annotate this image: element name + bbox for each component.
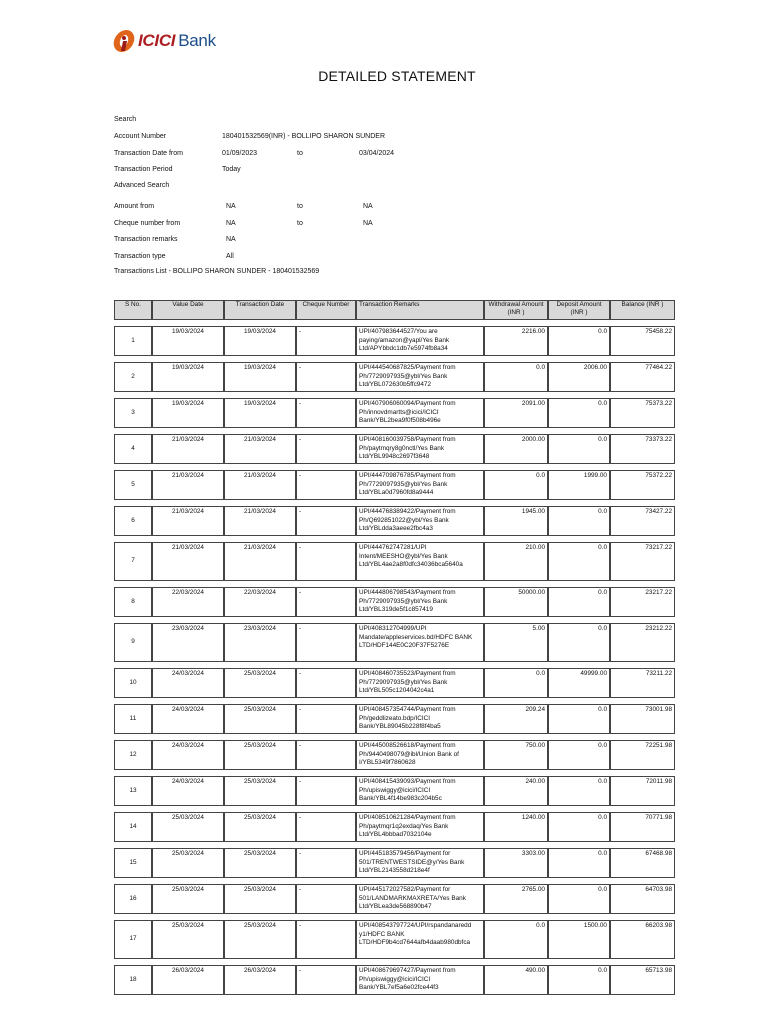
cell-remarks: UPI/444806798543/Payment from Ph/7729097935@ybl/Yes Bank Ltd/YBL319de5f1c857419 bbox=[356, 587, 484, 617]
cheque-to-value: NA bbox=[363, 220, 373, 227]
cell-transaction-date: 19/03/2024 bbox=[224, 398, 296, 428]
header-deposit: Deposit Amount (INR ) bbox=[548, 300, 610, 320]
cell-withdrawal: 2765.00 bbox=[484, 884, 548, 914]
cell-cheque-number: - bbox=[296, 398, 356, 428]
cell-withdrawal: 1240.00 bbox=[484, 812, 548, 842]
cell-deposit: 0.0 bbox=[548, 506, 610, 536]
table-row bbox=[114, 398, 675, 428]
cell-remarks: UPI/408543797724/UPI/rspandanaredd y1/HDFC BANK LTD/HDF9b4cd7644afb4daab980dbfca bbox=[356, 920, 484, 959]
transactions-list-label: Transactions List - BOLLIPO SHARON SUNDER - 180401532569 bbox=[114, 268, 320, 275]
cell-remarks: UPI/444768389422/Payment from Ph/Q692851022@ybl/Yes Bank Ltd/YBLdda3aeee2fbc4a3 bbox=[356, 506, 484, 536]
cell-sno: 3 bbox=[114, 398, 152, 428]
cell-value-date: 21/03/2024 bbox=[152, 470, 224, 500]
cell-cheque-number: - bbox=[296, 587, 356, 617]
cell-value-date: 24/03/2024 bbox=[152, 776, 224, 806]
date-to-label: to bbox=[297, 150, 303, 157]
cell-balance: 75372.22 bbox=[610, 470, 675, 500]
cell-balance: 73373.22 bbox=[610, 434, 675, 464]
cell-balance: 23212.22 bbox=[610, 623, 675, 662]
header-value-date: Value Date bbox=[152, 300, 224, 320]
cell-balance: 67468.98 bbox=[610, 848, 675, 878]
table-row bbox=[114, 776, 675, 806]
cell-deposit: 1999.00 bbox=[548, 470, 610, 500]
table-row bbox=[114, 434, 675, 464]
cell-deposit: 0.0 bbox=[548, 848, 610, 878]
cell-sno: 8 bbox=[114, 587, 152, 617]
transactions-table bbox=[114, 300, 675, 995]
cell-withdrawal: 750.00 bbox=[484, 740, 548, 770]
cell-sno: 18 bbox=[114, 965, 152, 995]
cell-transaction-date: 25/03/2024 bbox=[224, 812, 296, 842]
header-transaction-date: Transaction Date bbox=[224, 300, 296, 320]
cell-withdrawal: 0.0 bbox=[484, 362, 548, 392]
type-value: All bbox=[226, 253, 234, 260]
cell-balance: 66203.98 bbox=[610, 920, 675, 959]
cell-transaction-date: 21/03/2024 bbox=[224, 506, 296, 536]
amount-from-label: Amount from bbox=[114, 203, 155, 210]
cell-sno: 9 bbox=[114, 623, 152, 662]
cell-cheque-number: - bbox=[296, 326, 356, 356]
cell-withdrawal: 2091.00 bbox=[484, 398, 548, 428]
cell-sno: 12 bbox=[114, 740, 152, 770]
cell-value-date: 21/03/2024 bbox=[152, 506, 224, 536]
cell-sno: 13 bbox=[114, 776, 152, 806]
table-header-row bbox=[114, 300, 675, 320]
cell-remarks: UPI/408510621284/Payment from Ph/paytmqr1q2exdaq/Yes Bank Ltd/YBL4bbbad7032104e bbox=[356, 812, 484, 842]
cell-deposit: 49999.00 bbox=[548, 668, 610, 698]
icici-logo-icon bbox=[114, 28, 136, 54]
cell-transaction-date: 25/03/2024 bbox=[224, 920, 296, 959]
advanced-search-label: Advanced Search bbox=[114, 182, 170, 189]
header-withdrawal: Withdrawal Amount (INR ) bbox=[484, 300, 548, 320]
amount-to-label: to bbox=[297, 203, 303, 210]
table-row bbox=[114, 362, 675, 392]
cell-remarks: UPI/444709876785/Payment from Ph/7729097935@ybl/Yes Bank Ltd/YBLa0d7960fd8a9444 bbox=[356, 470, 484, 500]
search-label: Search bbox=[114, 116, 137, 123]
cell-cheque-number: - bbox=[296, 884, 356, 914]
cell-withdrawal: 1945.00 bbox=[484, 506, 548, 536]
amount-to-value: NA bbox=[363, 203, 373, 210]
period-value: Today bbox=[222, 166, 241, 173]
cell-sno: 5 bbox=[114, 470, 152, 500]
table-row bbox=[114, 812, 675, 842]
cell-transaction-date: 25/03/2024 bbox=[224, 776, 296, 806]
cell-transaction-date: 25/03/2024 bbox=[224, 848, 296, 878]
header-cheque-number: Cheque Number bbox=[296, 300, 356, 320]
cell-balance: 73211.22 bbox=[610, 668, 675, 698]
cell-transaction-date: 21/03/2024 bbox=[224, 434, 296, 464]
cell-remarks: UPI/445008526618/Payment from Ph/9440498079@ibl/Union Bank of I/YBL5349f7860628 bbox=[356, 740, 484, 770]
cell-transaction-date: 22/03/2024 bbox=[224, 587, 296, 617]
cell-transaction-date: 25/03/2024 bbox=[224, 740, 296, 770]
cell-value-date: 25/03/2024 bbox=[152, 848, 224, 878]
cell-remarks: UPI/444762747281/UPI Intent/MEESHO@ybl/Yes Bank Ltd/YBL4ae2a8f0dfc34036bca5640a bbox=[356, 542, 484, 581]
table-row bbox=[114, 704, 675, 734]
cell-deposit: 0.0 bbox=[548, 398, 610, 428]
cell-value-date: 19/03/2024 bbox=[152, 398, 224, 428]
table-row bbox=[114, 965, 675, 995]
cell-withdrawal: 490.00 bbox=[484, 965, 548, 995]
cell-cheque-number: - bbox=[296, 623, 356, 662]
cell-cheque-number: - bbox=[296, 776, 356, 806]
cell-sno: 7 bbox=[114, 542, 152, 581]
cell-withdrawal: 240.00 bbox=[484, 776, 548, 806]
date-from-value: 01/09/2023 bbox=[222, 150, 258, 157]
cell-transaction-date: 21/03/2024 bbox=[224, 470, 296, 500]
cell-cheque-number: - bbox=[296, 434, 356, 464]
cell-remarks: UPI/407906060094/Payment from Ph/innovdmartts@icici/ICICI Bank/YBL2bea9f0f508b496e bbox=[356, 398, 484, 428]
cell-transaction-date: 25/03/2024 bbox=[224, 884, 296, 914]
cell-withdrawal: 210.00 bbox=[484, 542, 548, 581]
cell-value-date: 21/03/2024 bbox=[152, 542, 224, 581]
cell-balance: 73001.98 bbox=[610, 704, 675, 734]
table-row bbox=[114, 326, 675, 356]
cell-remarks: UPI/445183579456/Payment for 501/TRENTWESTSIDE@y/Yes Bank Ltd/YBL2143558d218e4f bbox=[356, 848, 484, 878]
cell-deposit: 0.0 bbox=[548, 623, 610, 662]
cell-cheque-number: - bbox=[296, 542, 356, 581]
cell-withdrawal: 50000.00 bbox=[484, 587, 548, 617]
table-row bbox=[114, 587, 675, 617]
cell-value-date: 19/03/2024 bbox=[152, 362, 224, 392]
cell-sno: 6 bbox=[114, 506, 152, 536]
cell-withdrawal: 0.0 bbox=[484, 470, 548, 500]
cell-cheque-number: - bbox=[296, 920, 356, 959]
cell-deposit: 0.0 bbox=[548, 965, 610, 995]
table-row bbox=[114, 740, 675, 770]
table-row bbox=[114, 542, 675, 581]
cell-cheque-number: - bbox=[296, 668, 356, 698]
cell-deposit: 0.0 bbox=[548, 326, 610, 356]
cell-remarks: UPI/444540687825/Payment from Ph/7729097935@ybl/Yes Bank Ltd/YBL072630b5ffc9472 bbox=[356, 362, 484, 392]
table-row bbox=[114, 506, 675, 536]
cell-remarks: UPI/408312704999/UPI Mandate/appleservices.bd/HDFC BANK LTD/HDF144E0C20F37F5276E bbox=[356, 623, 484, 662]
cell-cheque-number: - bbox=[296, 965, 356, 995]
cell-deposit: 0.0 bbox=[548, 884, 610, 914]
cell-deposit: 0.0 bbox=[548, 740, 610, 770]
cell-balance: 70771.98 bbox=[610, 812, 675, 842]
date-to-value: 03/04/2024 bbox=[359, 150, 395, 157]
cheque-to-label: to bbox=[297, 220, 303, 227]
cell-balance: 75458.22 bbox=[610, 326, 675, 356]
cell-cheque-number: - bbox=[296, 506, 356, 536]
cell-withdrawal: 5.00 bbox=[484, 623, 548, 662]
cell-sno: 11 bbox=[114, 704, 152, 734]
cell-sno: 15 bbox=[114, 848, 152, 878]
table-row bbox=[114, 668, 675, 698]
table-row bbox=[114, 848, 675, 878]
cell-cheque-number: - bbox=[296, 362, 356, 392]
cell-withdrawal: 209.24 bbox=[484, 704, 548, 734]
type-label: Transaction type bbox=[114, 253, 166, 260]
cell-deposit: 0.0 bbox=[548, 542, 610, 581]
cell-value-date: 24/03/2024 bbox=[152, 740, 224, 770]
remarks-value: NA bbox=[226, 236, 236, 243]
date-from-label: Transaction Date from bbox=[114, 150, 183, 157]
table-row bbox=[114, 920, 675, 959]
cell-sno: 16 bbox=[114, 884, 152, 914]
cell-cheque-number: - bbox=[296, 740, 356, 770]
cell-cheque-number: - bbox=[296, 704, 356, 734]
cell-balance: 77464.22 bbox=[610, 362, 675, 392]
period-label: Transaction Period bbox=[114, 166, 173, 173]
cell-balance: 65713.98 bbox=[610, 965, 675, 995]
cell-transaction-date: 25/03/2024 bbox=[224, 704, 296, 734]
cell-transaction-date: 26/03/2024 bbox=[224, 965, 296, 995]
cell-sno: 14 bbox=[114, 812, 152, 842]
cell-remarks: UPI/408457354744/Payment from Ph/geddlizeato.bdp/ICICI Bank/YBL89045b228f8f4ba5 bbox=[356, 704, 484, 734]
cell-balance: 64703.98 bbox=[610, 884, 675, 914]
logo-text: ICICI Bank bbox=[138, 31, 216, 50]
cell-deposit: 0.0 bbox=[548, 434, 610, 464]
cheque-from-value: NA bbox=[226, 220, 236, 227]
cell-deposit: 0.0 bbox=[548, 776, 610, 806]
cell-withdrawal: 2000.00 bbox=[484, 434, 548, 464]
cell-transaction-date: 19/03/2024 bbox=[224, 362, 296, 392]
account-number-label: Account Number bbox=[114, 133, 167, 140]
cell-sno: 2 bbox=[114, 362, 152, 392]
cell-balance: 72011.98 bbox=[610, 776, 675, 806]
cell-remarks: UPI/408679697427/Payment from Ph/upiswiggy@icici/ICICI Bank/YBL7ef5a6e02fce44f3 bbox=[356, 965, 484, 995]
cell-transaction-date: 25/03/2024 bbox=[224, 668, 296, 698]
cell-withdrawal: 0.0 bbox=[484, 668, 548, 698]
cell-value-date: 25/03/2024 bbox=[152, 884, 224, 914]
cell-remarks: UPI/408160039758/Payment from Ph/paytmqry8g0nctl/Yes Bank Ltd/YBL9948c2697f3648 bbox=[356, 434, 484, 464]
cell-sno: 10 bbox=[114, 668, 152, 698]
table-row bbox=[114, 884, 675, 914]
cell-withdrawal: 2216.00 bbox=[484, 326, 548, 356]
cell-value-date: 21/03/2024 bbox=[152, 434, 224, 464]
table-row bbox=[114, 470, 675, 500]
cell-value-date: 19/03/2024 bbox=[152, 326, 224, 356]
remarks-label: Transaction remarks bbox=[114, 236, 178, 243]
cell-transaction-date: 19/03/2024 bbox=[224, 326, 296, 356]
cell-transaction-date: 23/03/2024 bbox=[224, 623, 296, 662]
cell-deposit: 2006.00 bbox=[548, 362, 610, 392]
account-number-value: 180401532569(INR) - BOLLIPO SHARON SUNDER bbox=[222, 133, 386, 140]
cell-value-date: 22/03/2024 bbox=[152, 587, 224, 617]
cell-balance: 75373.22 bbox=[610, 398, 675, 428]
cell-cheque-number: - bbox=[296, 812, 356, 842]
header-sno: S No. bbox=[114, 300, 152, 320]
cell-sno: 4 bbox=[114, 434, 152, 464]
cell-balance: 73427.22 bbox=[610, 506, 675, 536]
cell-withdrawal: 0.0 bbox=[484, 920, 548, 959]
cell-deposit: 0.0 bbox=[548, 587, 610, 617]
cell-cheque-number: - bbox=[296, 848, 356, 878]
cell-balance: 72251.98 bbox=[610, 740, 675, 770]
cell-sno: 17 bbox=[114, 920, 152, 959]
icici-bank-logo bbox=[114, 28, 216, 54]
cell-transaction-date: 21/03/2024 bbox=[224, 542, 296, 581]
cell-deposit: 0.0 bbox=[548, 704, 610, 734]
cell-value-date: 25/03/2024 bbox=[152, 920, 224, 959]
cell-value-date: 23/03/2024 bbox=[152, 623, 224, 662]
cell-remarks: UPI/408415439093/Payment from Ph/upiswiggy@icici/ICICI Bank/YBL4f14be983c204b5c bbox=[356, 776, 484, 806]
cell-withdrawal: 3303.00 bbox=[484, 848, 548, 878]
cell-balance: 23217.22 bbox=[610, 587, 675, 617]
header-balance: Balance (INR ) bbox=[610, 300, 675, 320]
cell-value-date: 25/03/2024 bbox=[152, 812, 224, 842]
cell-remarks: UPI/445172027582/Payment for 501/LANDMARKMAXRETA/Yes Bank Ltd/YBLea3de568890b47 bbox=[356, 884, 484, 914]
cell-value-date: 26/03/2024 bbox=[152, 965, 224, 995]
page-title: DETAILED STATEMENT bbox=[318, 68, 476, 84]
cell-balance: 73217.22 bbox=[610, 542, 675, 581]
cheque-from-label: Cheque number from bbox=[114, 220, 181, 227]
cell-value-date: 24/03/2024 bbox=[152, 704, 224, 734]
header-remarks: Transaction Remarks bbox=[356, 300, 484, 320]
cell-deposit: 0.0 bbox=[548, 812, 610, 842]
cell-deposit: 1500.00 bbox=[548, 920, 610, 959]
amount-from-value: NA bbox=[226, 203, 236, 210]
cell-cheque-number: - bbox=[296, 470, 356, 500]
table-row bbox=[114, 623, 675, 662]
cell-value-date: 24/03/2024 bbox=[152, 668, 224, 698]
cell-remarks: UPI/408460735523/Payment from Ph/7729097935@ybl/Yes Bank Ltd/YBL505c1204042c4a1 bbox=[356, 668, 484, 698]
cell-sno: 1 bbox=[114, 326, 152, 356]
cell-remarks: UPI/407983644527/You are paying/amazon@yapl/Yes Bank Ltd/APYbbdc1db7e5974fb8a34 bbox=[356, 326, 484, 356]
